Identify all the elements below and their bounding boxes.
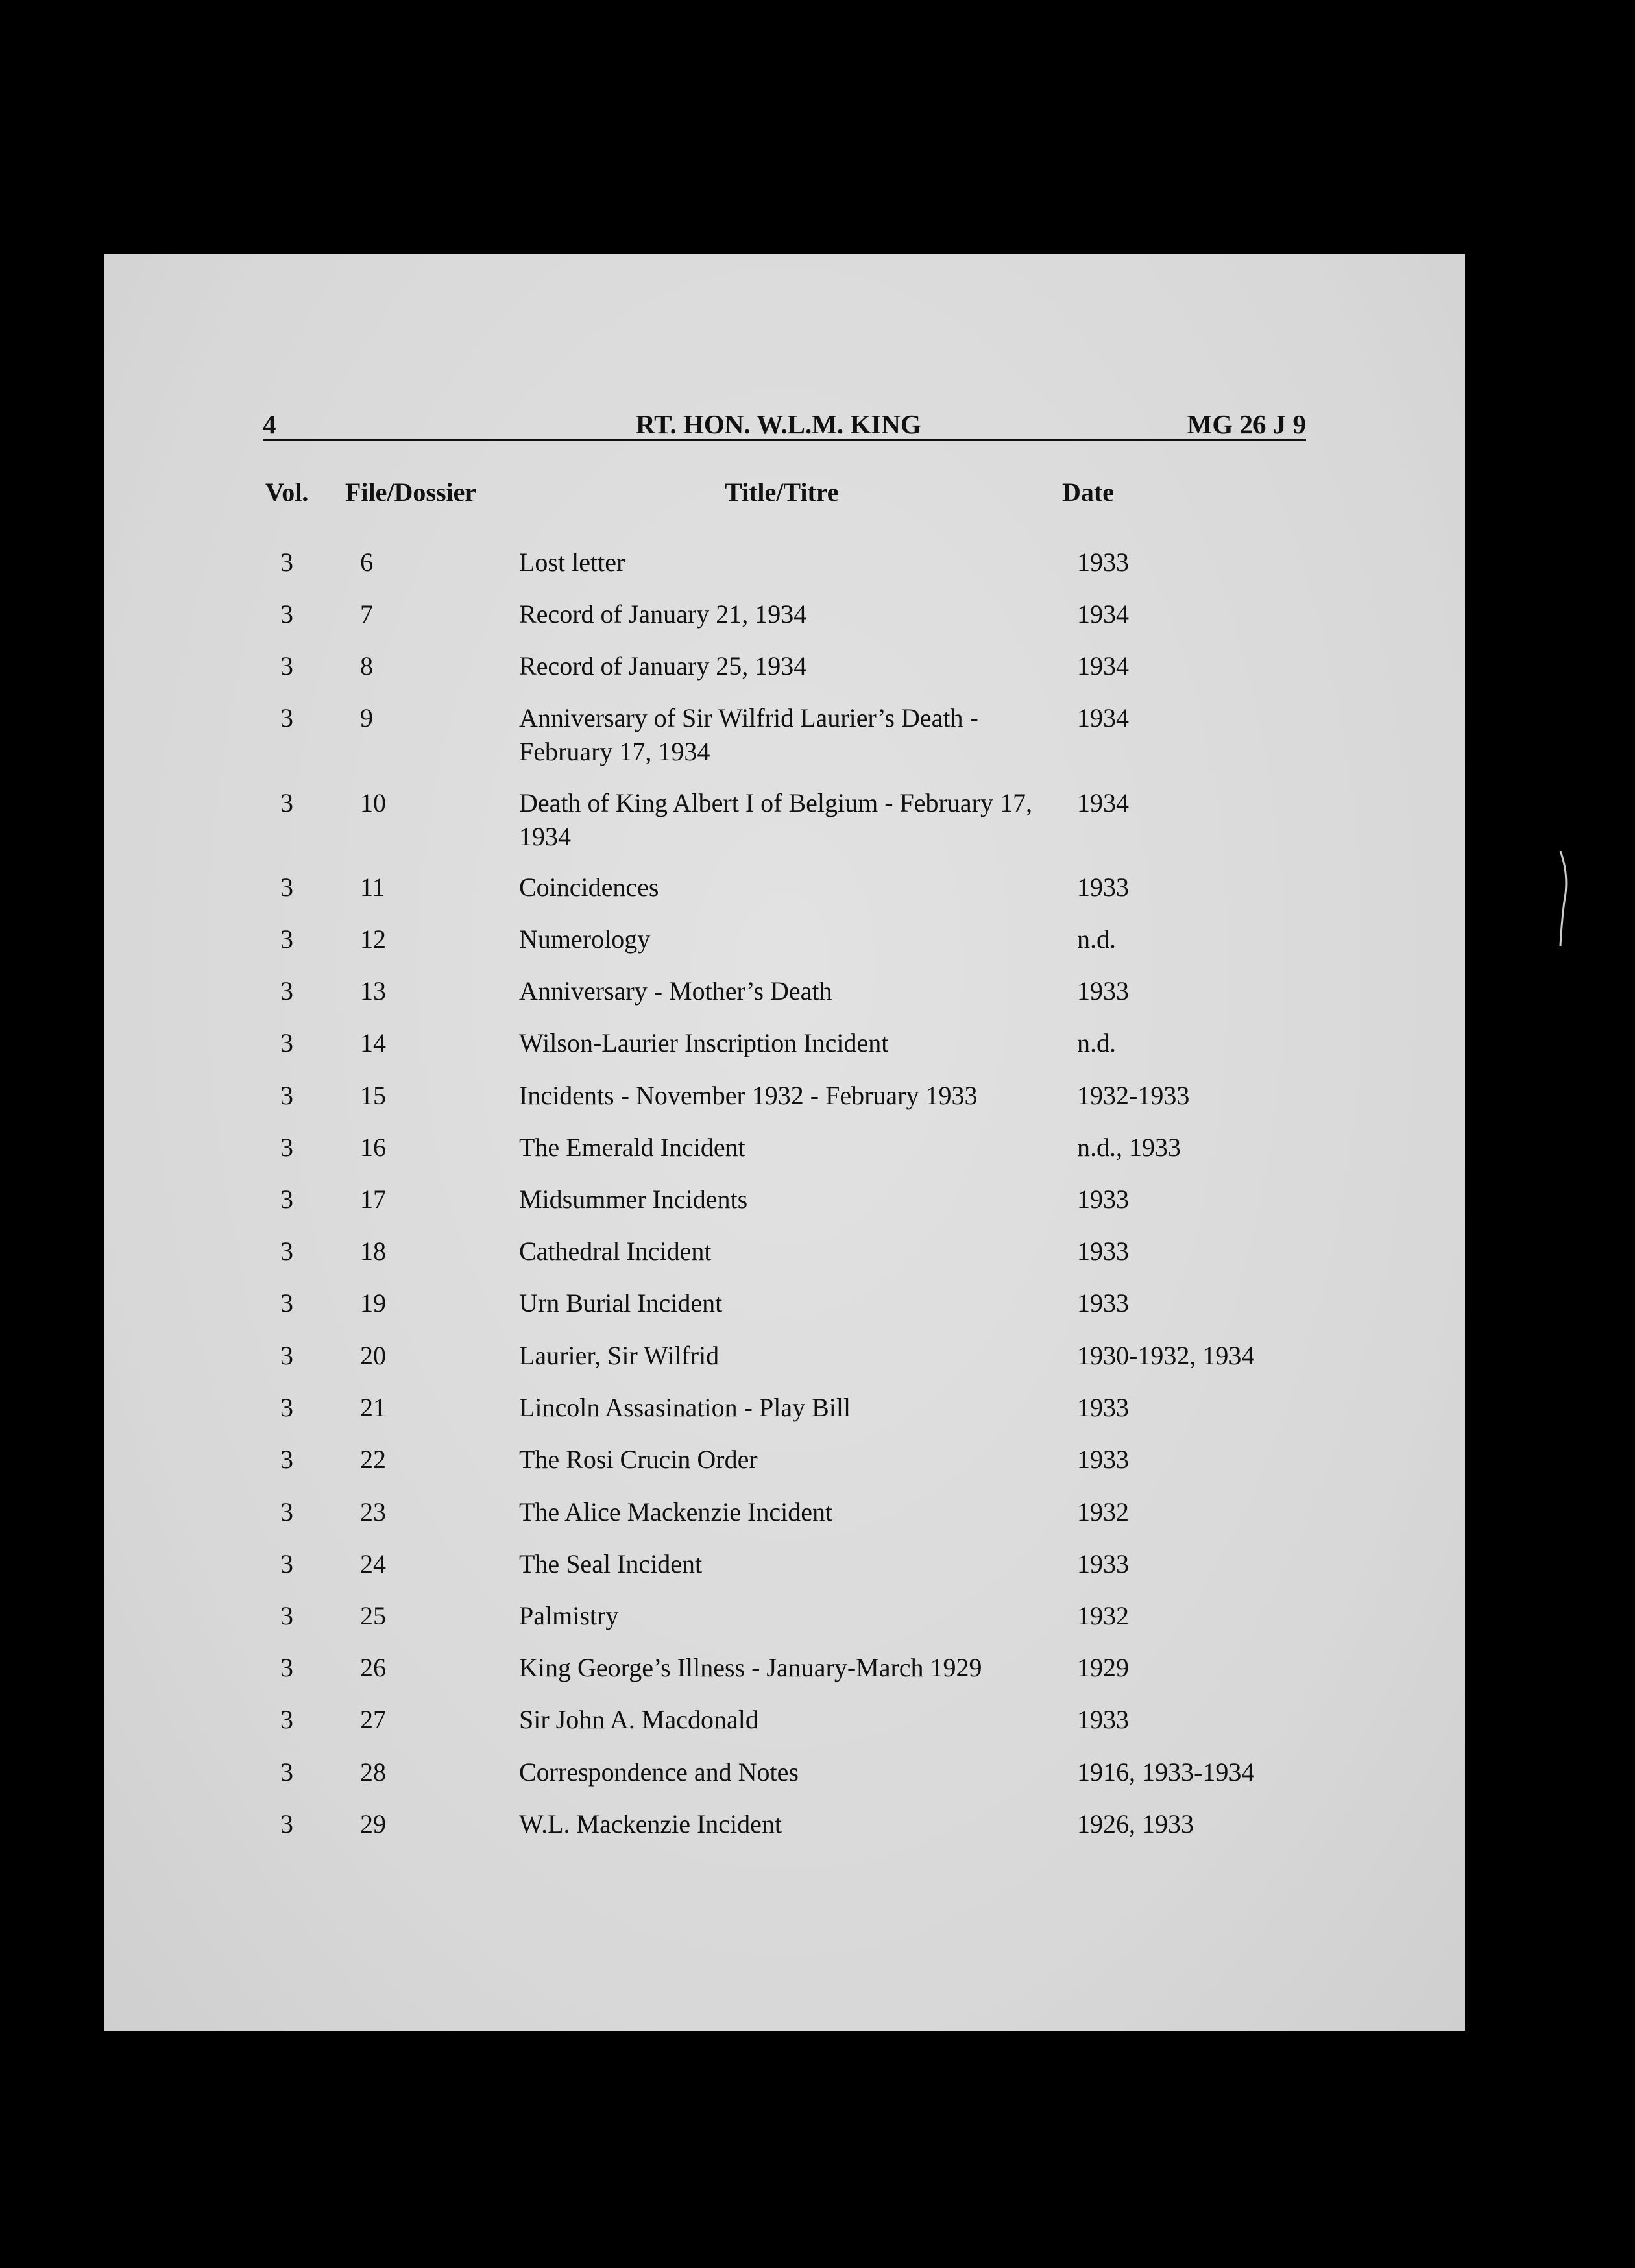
file-cell: 17 [360,1185,386,1214]
date-cell: 1932 [1077,1601,1129,1630]
file-cell: 7 [360,599,373,629]
date-cell: n.d. [1077,1028,1116,1057]
date-cell: 1932 [1077,1497,1129,1526]
file-cell: 15 [360,1081,386,1110]
date-cell: 1933 [1077,1445,1129,1474]
file-cell: 28 [360,1757,386,1787]
title-cell: Anniversary of Sir Wilfrid Laurier’s Death - February 17, 1934 [519,703,978,766]
title-cell: Correspondence and Notes [519,1757,799,1787]
date-cell: 1933 [1077,548,1129,577]
vol-cell: 3 [280,651,293,681]
title-cell: Anniversary - Mother’s Death [519,976,832,1006]
file-cell: 13 [360,976,386,1006]
vol-cell: 3 [280,1497,293,1526]
title-cell: The Emerald Incident [519,1133,745,1162]
vol-cell: 3 [280,1705,293,1734]
title-cell: Wilson-Laurier Inscription Incident [519,1028,889,1057]
file-cell: 26 [360,1653,386,1682]
title-cell: The Rosi Crucin Order [519,1445,758,1474]
file-cell: 29 [360,1809,386,1839]
vol-cell: 3 [280,1653,293,1682]
title-cell: Death of King Albert I of Belgium - February 17, 1934 [519,788,1032,851]
title-cell: Sir John A. Macdonald [519,1705,758,1734]
vol-cell: 3 [280,1288,293,1318]
file-cell: 12 [360,924,386,954]
vol-cell: 3 [280,1757,293,1787]
title-cell: Midsummer Incidents [519,1185,748,1214]
page-title: RT. HON. W.L.M. KING [636,409,921,439]
vol-cell: 3 [280,1028,293,1057]
column-header-file: File/Dossier [345,477,477,507]
file-cell: 18 [360,1237,386,1266]
page-header [263,410,1306,441]
date-cell: 1934 [1077,599,1129,629]
date-cell: 1934 [1077,651,1129,681]
date-cell: 1934 [1077,788,1129,817]
file-cell: 20 [360,1341,386,1370]
column-header-title: Title/Titre [725,477,839,507]
vol-cell: 3 [280,1393,293,1422]
file-cell: 6 [360,548,373,577]
file-cell: 24 [360,1549,386,1578]
date-cell: 1926, 1933 [1077,1809,1194,1839]
column-header-vol: Vol. [265,477,309,507]
vol-cell: 3 [280,548,293,577]
date-cell: 1933 [1077,1549,1129,1578]
column-header-date: Date [1062,477,1114,507]
file-cell: 10 [360,788,386,817]
file-cell: 8 [360,651,373,681]
title-cell: The Alice Mackenzie Incident [519,1497,833,1526]
title-cell: King George’s Illness - January-March 1929 [519,1653,982,1682]
date-cell: 1934 [1077,703,1129,732]
vol-cell: 3 [280,788,293,817]
vol-cell: 3 [280,1185,293,1214]
title-cell: Record of January 21, 1934 [519,599,807,629]
title-cell: Laurier, Sir Wilfrid [519,1341,720,1370]
date-cell: 1933 [1077,873,1129,902]
title-cell: Coincidences [519,873,659,902]
title-cell: The Seal Incident [519,1549,703,1578]
vol-cell: 3 [280,976,293,1006]
title-cell: Numerology [519,924,651,954]
vol-cell: 3 [280,873,293,902]
vol-cell: 3 [280,924,293,954]
date-cell: 1933 [1077,1288,1129,1318]
vol-cell: 3 [280,1341,293,1370]
file-cell: 23 [360,1497,386,1526]
title-cell: Urn Burial Incident [519,1288,723,1318]
vol-cell: 3 [280,1601,293,1630]
file-cell: 19 [360,1288,386,1318]
title-cell: W.L. Mackenzie Incident [519,1809,782,1839]
file-cell: 9 [360,703,373,732]
date-cell: n.d. [1077,924,1116,954]
date-cell: 1916, 1933-1934 [1077,1757,1255,1787]
file-cell: 16 [360,1133,386,1162]
vol-cell: 3 [280,599,293,629]
file-cell: 14 [360,1028,386,1057]
title-cell: Lincoln Assasination - Play Bill [519,1393,851,1422]
archive-reference: MG 26 J 9 [1187,409,1306,439]
vol-cell: 3 [280,703,293,732]
date-cell: 1933 [1077,976,1129,1006]
date-cell: 1933 [1077,1237,1129,1266]
file-cell: 27 [360,1705,386,1734]
date-cell: 1932-1933 [1077,1081,1190,1110]
vol-cell: 3 [280,1549,293,1578]
file-cell: 25 [360,1601,386,1630]
vol-cell: 3 [280,1081,293,1110]
date-cell: 1930-1932, 1934 [1077,1341,1255,1370]
scan-edge-mark [1559,850,1571,947]
page-number: 4 [263,409,276,439]
title-cell: Lost letter [519,548,625,577]
title-cell: Incidents - November 1932 - February 1933 [519,1081,978,1110]
vol-cell: 3 [280,1237,293,1266]
date-cell: 1933 [1077,1393,1129,1422]
date-cell: 1933 [1077,1185,1129,1214]
vol-cell: 3 [280,1445,293,1474]
date-cell: 1929 [1077,1653,1129,1682]
file-cell: 21 [360,1393,386,1422]
vol-cell: 3 [280,1133,293,1162]
file-cell: 11 [360,873,385,902]
vol-cell: 3 [280,1809,293,1839]
title-cell: Palmistry [519,1601,619,1630]
file-cell: 22 [360,1445,386,1474]
title-cell: Record of January 25, 1934 [519,651,807,681]
date-cell: n.d., 1933 [1077,1133,1181,1162]
title-cell: Cathedral Incident [519,1237,712,1266]
date-cell: 1933 [1077,1705,1129,1734]
